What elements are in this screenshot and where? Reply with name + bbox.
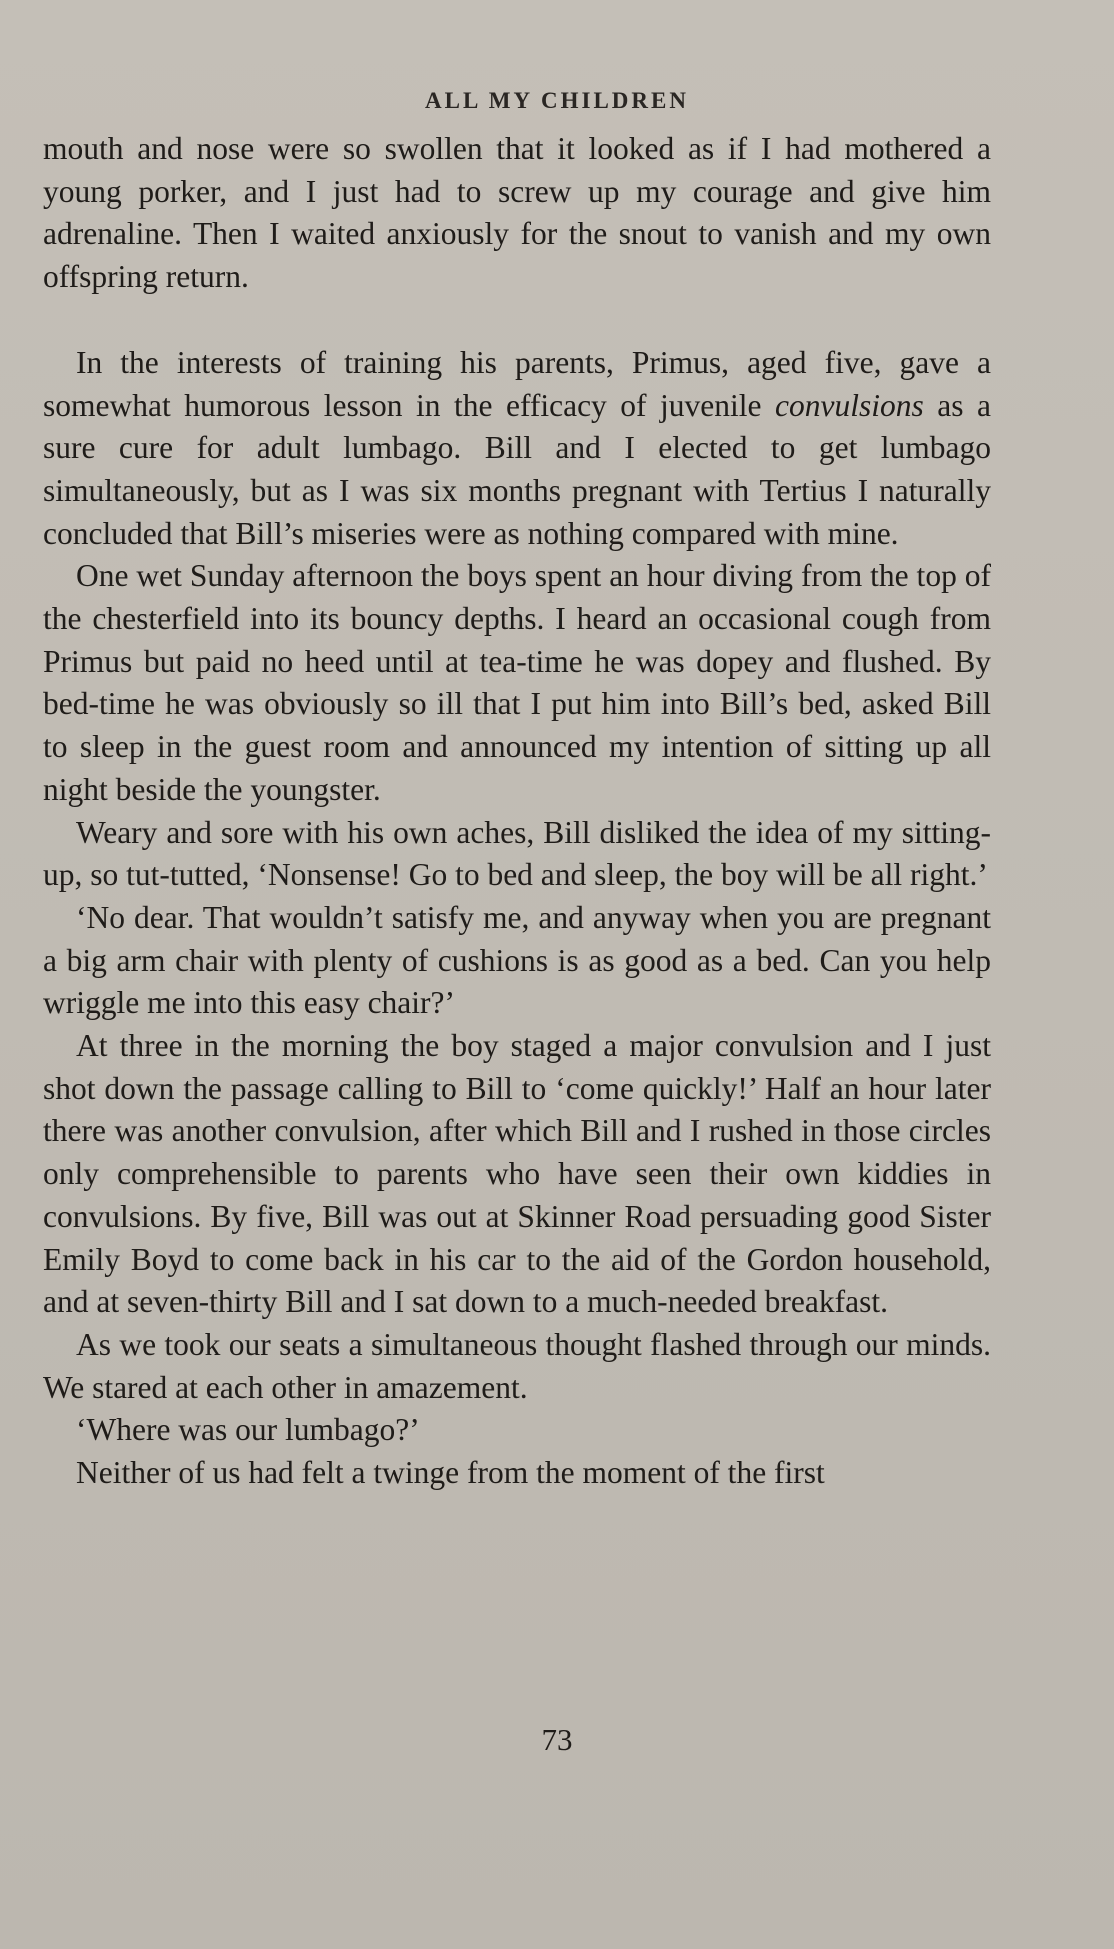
paragraph-simultaneous-thought: As we took our seats a simultaneous thought flashed through our minds. We stared at each other in amazement. [43,1326,991,1405]
running-head: ALL MY CHILDREN [425,88,689,113]
paragraph-bill-objects: Weary and sore with his own aches, Bill disliked the idea of my sitting-up, so tut-tutted, ‘Nonsense! Go to bed and sleep, the boy will be all right.’ [43,814,991,893]
page-number: 73 [541,1722,573,1757]
paragraph-lumbago-question: ‘Where was our lumbago?’ [76,1412,420,1448]
paragraph-sunday-afternoon: One wet Sunday afternoon the boys spent an hour diving from the top of the chesterfield into its bouncy depths. I heard an occasional cough from Primus but paid no heed until at tea-time he was dopey and flushed. By bed-time he was obviously so ill that I put him into Bill’s bed, asked Bill to sleep in the guest room and announced my intention of sitting up all night beside the youngster. [43,558,991,807]
paragraph-no-twinge: Neither of us had felt a twinge from the moment of the first [76,1455,825,1491]
paragraph-primus-lesson [43,342,991,556]
body-text [43,128,991,1495]
paragraph-continued: mouth and nose were so swollen that it looked as if I had mothered a young porker, and I just had to screw up my courage and give him adrenaline. Then I waited anxiously for the snout to vanish and my own offspring return. [43,131,991,295]
paragraph-lead-text: In the interests of training his parents, Primus, aged five, gave a somewhat humorous lesson in the efficacy of juvenile [43,344,991,423]
paragraph-convulsion-night: At three in the morning the boy staged a major convulsion and I just shot down the passage calling to Bill to ‘come quickly!’ Half an hour later there was another convulsion, after which Bill and I rushed in those circles only comprehensible to parents who have seen their own kiddies in convulsions. By five, Bill was out at Skinner Road persuading good Sister Emily Boyd to come back in his car to the aid of the Gordon household, and at seven-thirty Bill and I sat down to a much-needed breakfast. [43,1028,991,1320]
paragraph-easy-chair: ‘No dear. That wouldn’t satisfy me, and anyway when you are pregnant a big arm chair with plenty of cushions is as good as a bed. Can you help wriggle me into this easy chair?’ [43,899,991,1021]
emphasis-convulsions: convulsions [775,387,924,423]
paragraph-tail-text: as a sure cure for adult lumbago. Bill and I elected to get lumbago simultaneously, but as I was six months pregnant with Tertius I naturally concluded that Bill’s miseries were as nothing compared with mine. [43,387,991,551]
